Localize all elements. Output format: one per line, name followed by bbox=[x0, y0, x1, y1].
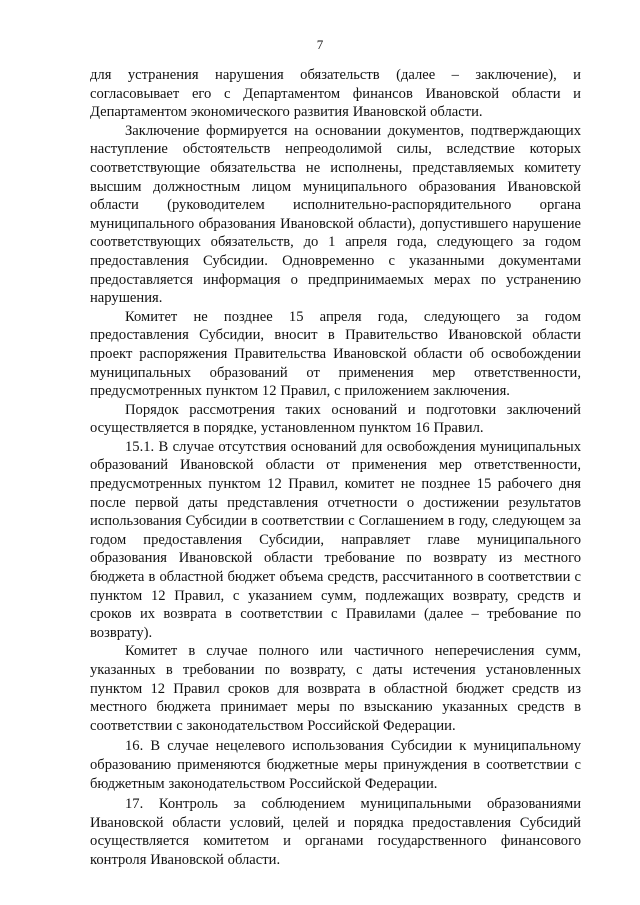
paragraph-review-procedure: Порядок рассмотрения таких оснований и подготовки заключений осуществляется в порядке, установленном пунктом 16 Правил. bbox=[90, 401, 581, 437]
paragraph-committee-deadline: Комитет не позднее 15 апреля года, следующего за годом предоставления Субсидии, вносит в Правительство Ивановской области проект распоряжения Правительства Ивановской области об освобождении муниципальных образований от применения мер ответственности, предусмотренных пунктом 12 Правил, с приложением заключения. bbox=[90, 308, 581, 400]
paragraph-non-payment: Комитет в случае полного или частичного неперечисления сумм, указанных в требовании по возврату, с даты истечения установленных пунктом 12 Правил сроков для возврата в областной бюджет средств из местного бюджета принимает меры по взысканию указанных средств в соответствии с законодательством Российской Федерации. bbox=[90, 643, 581, 734]
paragraph-clause-15-1: 15.1. В случае отсутствия оснований для освобождения муниципальных образований Ивановской области от применения мер ответственности, предусмотренных пунктом 12 Правил, комитет не позднее 15 рабочего дня после первой даты представления отчетности о достижении результатов использования Субсидии в соответствии с Соглашением в году, следующем за годом предоставления Субсидии, направляет главе муниципального образования Ивановской области требование по возврату из местного бюджета в областной бюджет объема средств, рассчитанного в соответствии с пунктом 12 Правил, с указанием сумм, подлежащих возврату, средств и сроков их возврата в соответствии с Правилами (далее – требование по возврату). bbox=[90, 438, 581, 641]
paragraph-continuation: для устранения нарушения обязательств (далее – заключение), и согласовывает его с Департаментом финансов Ивановской области и Департаментом экономического развития Ивановской области. bbox=[90, 67, 581, 121]
document-body bbox=[90, 66, 581, 870]
paragraph-conclusion-basis: Заключение формируется на основании документов, подтверждающих наступление обстоятельств непреодолимой силы, вследствие которых соответствующие обязательства не исполнены, представляемых комитету высшим должностным лицом муниципального образования Ивановской области (руководителем исполнительно-распорядительного органа муниципального образования Ивановской области), допустившего нарушение соответствующих обязательств, до 1 апреля года, следующего за годом предоставления Субсидии. Одновременно с указанными документами предоставляется информация о предпринимаемых мерах по устранению нарушения. bbox=[90, 122, 581, 307]
page-number: 7 bbox=[316, 37, 324, 52]
paragraph-clause-17: 17. Контроль за соблюдением муниципальными образованиями Ивановской области условий, целей и порядка предоставления Субсидий осуществляется комитетом и органами государственного финансового контроля Ивановской области. bbox=[90, 796, 581, 868]
paragraph-clause-16: 16. В случае нецелевого использования Субсидии к муниципальному образованию применяются бюджетные меры принуждения в соответствии с бюджетным законодательством Российской Федерации. bbox=[90, 738, 581, 792]
